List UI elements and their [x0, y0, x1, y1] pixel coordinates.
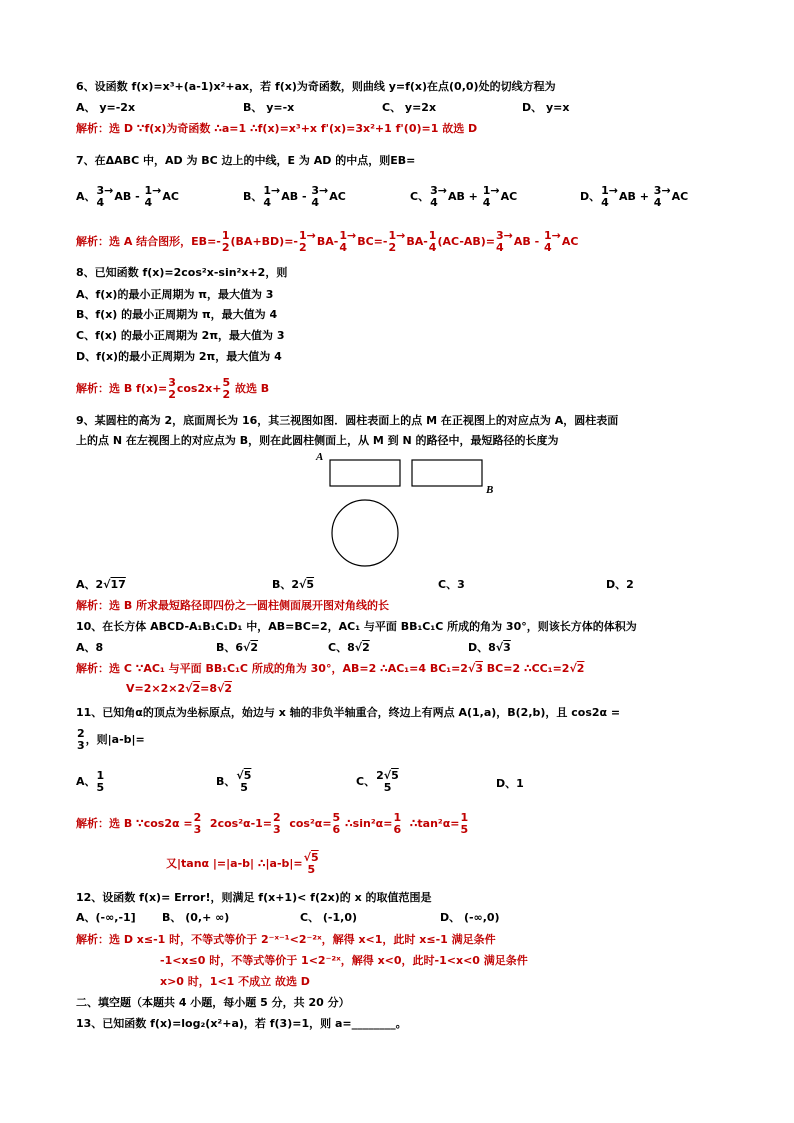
q7-solution-body: EB=- 1 2 (BA+BD)=- 1→ 2 BA- 1→ 4 BC=- 1→ 2 BA- 1 4 (AC-AB)= 3→ 4 AB - 1→ 4 AC	[191, 229, 579, 254]
q7-solution: 解析：选 A 结合图形，EB=- 1 2 (BA+BD)=- 1→ 2 BA- 1→ 4 BC=- 1→ 2 BA- 1 4 (AC-AB)= 3→ 4 AB - 1→ 4 AC	[76, 229, 579, 254]
q12-option-c: C、 (-1,0)	[300, 911, 358, 924]
q11-stem-tail: 2 3 ，则|a-b|=	[77, 727, 145, 752]
q6-option-b: B、 y=-x	[243, 101, 295, 114]
q10-option-b: B、6√2	[216, 641, 259, 654]
q7-stem: 7、在ΔABC 中，AD 为 BC 边上的中线，E 为 AD 的中点，则EB=	[76, 154, 416, 167]
q9-option-c: C、3	[438, 578, 465, 591]
q9-front-view	[330, 460, 400, 486]
q10-solution-line2: V=2×2×2√2=8√2	[126, 682, 232, 695]
q6-option-d: D、 y=x	[522, 101, 570, 114]
q9-three-view-figure	[310, 448, 510, 578]
q8-option-c: C、f(x) 的最小正周期为 2π，最大值为 3	[76, 329, 285, 342]
q11-option-b: B、 √5 5	[216, 769, 252, 794]
section-title-fill-in: 二、填空题（本题共 4 小题，每小题 5 分，共 20 分）	[76, 996, 350, 1009]
q9-option-a: A、2√17	[76, 578, 126, 591]
q8-option-b: B、f(x) 的最小正周期为 π，最大值为 4	[76, 308, 278, 321]
q9-top-view	[332, 500, 398, 566]
q6-stem: 6、设函数 f(x)=x³+(a-1)x²+ax，若 f(x)为奇函数，则曲线 y=f(x)在点(0,0)处的切线方程为	[76, 80, 556, 93]
q9-solution: 解析：选 B 所求最短路径即四份之一圆柱侧面展开图对角线的长	[76, 599, 390, 612]
q11-stem: 11、已知角α的顶点为坐标原点，始边与 x 轴的非负半轴重合，终边上有两点 A(1,a)，B(2,b)，且 cos2α =	[76, 706, 621, 719]
q12-option-a: A、(-∞,-1]	[76, 911, 136, 924]
q10-option-d: D、8√3	[468, 641, 511, 654]
q6-option-c: C、 y=2x	[382, 101, 437, 114]
q12-stem: 12、设函数 f(x)= Error!，则满足 f(x+1)< f(2x)的 x 的取值范围是	[76, 891, 432, 904]
q10-option-c: C、8√2	[328, 641, 370, 654]
q9-side-view	[412, 460, 482, 486]
q8-option-a: A、f(x)的最小正周期为 π，最大值为 3	[76, 288, 274, 301]
q11-solution-line1: 解析：选 B ∵cos2α = 2 3 2cos²α-1= 2 3 cos²α= 5 6 ∴sin²α= 1 6 ∴tan²α= 1 5	[76, 811, 469, 836]
q8-stem: 8、已知函数 f(x)=2cos²x-sin²x+2，则	[76, 266, 288, 279]
q9-option-b: B、2√5	[272, 578, 315, 591]
q7-option-c: C、 3→ 4 AB + 1→ 4 AC	[410, 184, 518, 209]
q7-option-b: B、 1→ 4 AB - 3→ 4 AC	[243, 184, 346, 209]
q7-option-d: D、 1→ 4 AB + 3→ 4 AC	[580, 184, 689, 209]
q11-solution-line2: 又|tanα |=|a-b| ∴|a-b|= √5 5	[166, 851, 319, 876]
q12-solution-line3: x>0 时，1<1 不成立 故选 D	[160, 975, 310, 988]
q12-solution-line2: -1<x≤0 时，不等式等价于 1<2⁻²ˣ，解得 x<0，此时-1<x<0 满足条件	[160, 954, 528, 967]
q10-solution-line1: 解析：选 C ∵AC₁ 与平面 BB₁C₁C 所成的角为 30°，AB=2 ∴AC₁=4 BC₁=2√3 BC=2 ∴CC₁=2√2	[76, 662, 585, 675]
q8-solution: 解析：选 B f(x)= 3 2 cos2x+ 5 2 故选 B	[76, 376, 270, 401]
q9-stem-line1: 9、某圆柱的高为 2，底面周长为 16，其三视图如图．圆柱表面上的点 M 在正视图上的对应点为 A，圆柱表面	[76, 414, 619, 427]
q8-option-d: D、f(x)的最小正周期为 2π，最大值为 4	[76, 350, 282, 363]
q12-solution-line1: 解析：选 D x≤-1 时，不等式等价于 2⁻ˣ⁻¹<2⁻²ˣ，解得 x<1，此时 x≤-1 满足条件	[76, 933, 496, 946]
q11-option-a: A、 1 5	[76, 769, 105, 794]
q9-label-b: B	[486, 484, 494, 496]
q12-option-b: B、 (0,+ ∞)	[162, 911, 230, 924]
q10-stem: 10、在长方体 ABCD-A₁B₁C₁D₁ 中，AB=BC=2，AC₁ 与平面 BB₁C₁C 所成的角为 30°，则该长方体的体积为	[76, 620, 637, 633]
q11-option-c: C、 2√5 5	[356, 769, 399, 794]
q9-label-a: A	[316, 451, 324, 463]
q7-option-a: A、 3→ 4 AB - 1→ 4 AC	[76, 184, 179, 209]
q6-solution: 解析：选 D ∵f(x)为奇函数 ∴a=1 ∴f(x)=x³+x f'(x)=3x²+1 f'(0)=1 故选 D	[76, 122, 478, 135]
q9-stem-line2: 上的点 N 在左视图上的对应点为 B，则在此圆柱侧面上，从 M 到 N 的路径中，最短路径的长度为	[76, 434, 559, 447]
q11-option-d: D、1	[496, 777, 524, 790]
q6-option-a: A、 y=-2x	[76, 101, 136, 114]
q9-option-d: D、2	[606, 578, 634, 591]
q10-option-a: A、8	[76, 641, 104, 654]
q13-stem: 13、已知函数 f(x)=log₂(x²+a)，若 f(3)=1，则 a=________。	[76, 1017, 407, 1030]
q12-option-d: D、 (-∞,0)	[440, 911, 500, 924]
